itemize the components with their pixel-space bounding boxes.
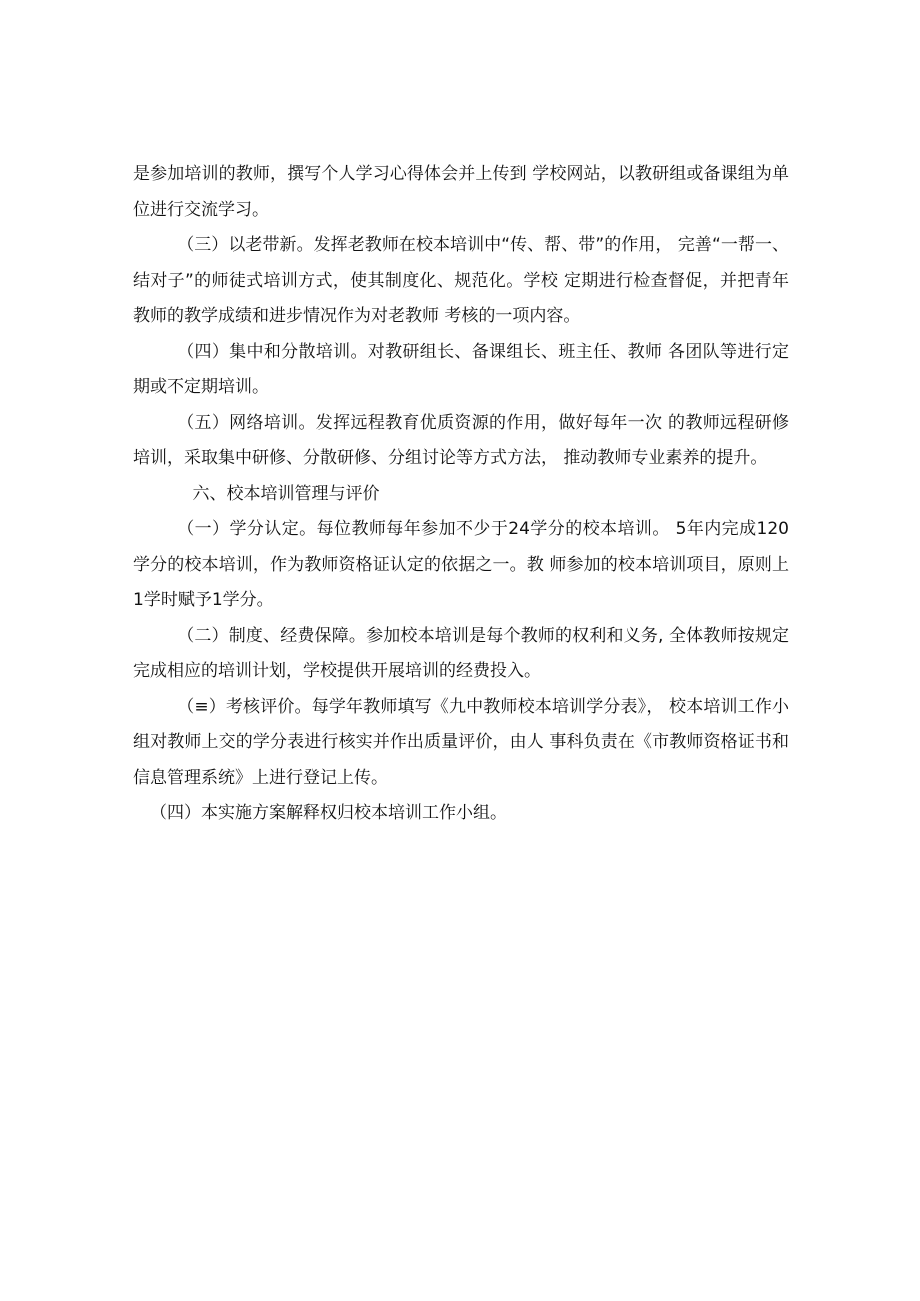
paragraph-system-funding: （二）制度、经费保障。参加校本培训是每个教师的权利和义务, 全体教师按规定完成相应的培训计划，学校提供开展培训的经费投入。 bbox=[133, 625, 789, 681]
document-body bbox=[133, 157, 789, 832]
paragraph-centralized-training: （四）集中和分散培训。对教研组长、备课组长、班主任、教师 各团队等进行定期或不定期培训。 bbox=[133, 341, 789, 397]
paragraph-network-training: （五）网络培训。发挥远程教育优质资源的作用，做好每年一次 的教师远程研修培训，采取集中研修、分散研修、分组讨论等方式方法， 推动教师专业素养的提升。 bbox=[133, 412, 789, 468]
paragraph-assessment: （≡）考核评价。每学年教师填写《九中教师校本培训学分表》， 校本培训工作小组对教师上交的学分表进行核实并作出质量评价，由人 事科负责在《市教师资格证书和信息管理系统》上进行登记上传。 bbox=[133, 696, 789, 788]
paragraph-interpretation-right: （四）本实施方案解释权归校本培训工作小组。 bbox=[150, 803, 507, 823]
paragraph-mentoring: （三）以老带新。发挥老教师在校本培训中“传、帮、带”的作用， 完善“一帮一、结对子”的师徒式培训方式，使其制度化、规范化。学校 定期进行检查督促，并把青年教师的教学成绩和进步情况作为对老教师 考核的一项内容。 bbox=[133, 235, 789, 326]
section-heading-management-evaluation: 六、校本培训管理与评价 bbox=[192, 483, 380, 504]
paragraph-credit-recognition: （一）学分认定。每位教师每年参加不少于24学分的校本培训。 5年内完成120学分的校本培训，作为教师资格证认定的依据之一。教 师参加的校本培训项目，原则上1学时赋予1学分。 bbox=[133, 519, 789, 610]
paragraph-continuation: 是参加培训的教师，撰写个人学习心得体会并上传到 学校网站，以教研组或备课组为单位进行交流学习。 bbox=[133, 164, 789, 220]
